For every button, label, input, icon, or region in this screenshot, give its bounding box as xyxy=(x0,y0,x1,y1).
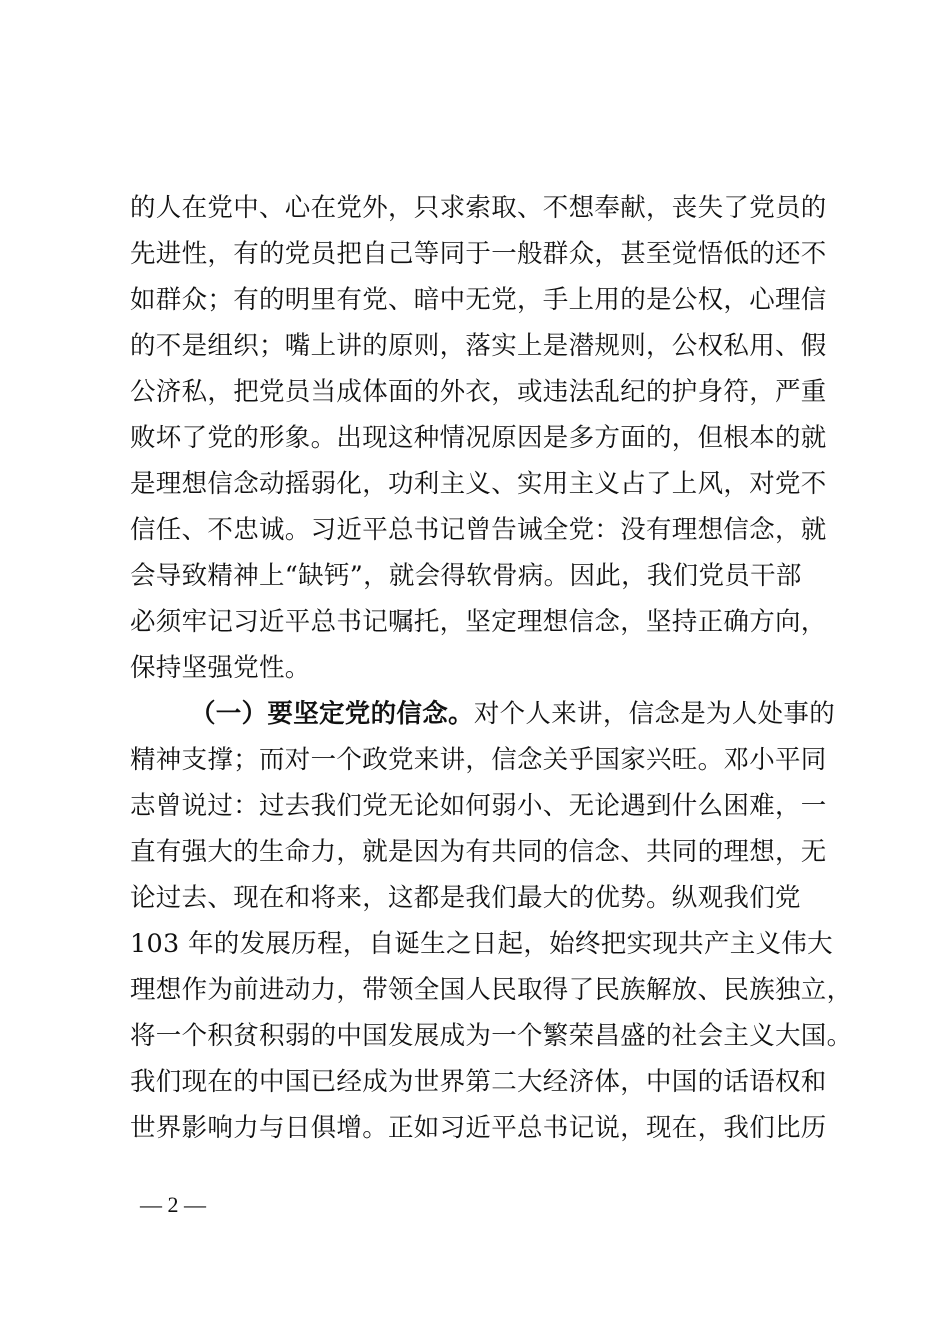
paragraph-1-line-2: 先进性，有的党员把自己等同于一般群众，甚至觉悟低的还不 xyxy=(130,239,827,269)
paragraph-1-line-6: 败坏了党的形象。出现这种情况原因是多方面的，但根本的就 xyxy=(130,423,827,453)
paragraph-2-line-1 xyxy=(190,698,835,730)
paragraph-2-line-9: 我们现在的中国已经成为世界第二大经济体，中国的话语权和 xyxy=(130,1067,827,1097)
page-number: — 2 — xyxy=(140,1192,206,1217)
paragraph-1-line-3: 如群众；有的明里有党、暗中无党，手上用的是公权，心理信 xyxy=(130,285,827,315)
paragraph-1-line-11: 保持坚强党性。 xyxy=(130,653,311,683)
paragraph-2-line-1-text: 对个人来讲，信念是为人处事的 xyxy=(473,699,836,729)
paragraph-2-line-7: 理想作为前进动力，带领全国人民取得了民族解放、民族独立， xyxy=(130,975,853,1005)
paragraph-2-line-2: 精神支撑；而对一个政党来讲，信念关乎国家兴旺。邓小平同 xyxy=(130,745,827,775)
paragraph-1-line-5: 公济私，把党员当成体面的外衣，或违法乱纪的护身符，严重 xyxy=(130,377,827,407)
section-heading: （一）要坚定党的信念。 xyxy=(190,699,474,729)
paragraph-2-line-6: 103 年的发展历程，自诞生之日起，始终把实现共产主义伟大 xyxy=(130,929,833,959)
paragraph-2-line-10: 世界影响力与日俱增。正如习近平总书记说，现在，我们比历 xyxy=(130,1113,827,1143)
paragraph-1-line-8: 信任、不忠诚。习近平总书记曾告诫全党：没有理想信念，就 xyxy=(130,515,827,545)
paragraph-2-line-8: 将一个积贫积弱的中国发展成为一个繁荣昌盛的社会主义大国。 xyxy=(130,1021,853,1051)
paragraph-1-line-4: 的不是组织；嘴上讲的原则，落实上是潜规则，公权私用、假 xyxy=(130,331,827,361)
paragraph-2-line-5: 论过去、现在和将来，这都是我们最大的优势。纵观我们党 xyxy=(130,883,801,913)
paragraph-1-line-10: 必须牢记习近平总书记嘱托，坚定理想信念，坚持正确方向， xyxy=(130,607,827,637)
paragraph-2-line-4: 直有强大的生命力，就是因为有共同的信念、共同的理想，无 xyxy=(130,837,827,867)
paragraph-2-line-3: 志曾说过：过去我们党无论如何弱小、无论遇到什么困难，一 xyxy=(130,791,827,821)
paragraph-1-line-9: 会导致精神上“缺钙”，就会得软骨病。因此，我们党员干部 xyxy=(130,561,802,591)
paragraph-1-line-1: 的人在党中、心在党外，只求索取、不想奉献，丧失了党员的 xyxy=(130,193,827,223)
paragraph-1-line-7: 是理想信念动摇弱化，功利主义、实用主义占了上风，对党不 xyxy=(130,469,827,499)
